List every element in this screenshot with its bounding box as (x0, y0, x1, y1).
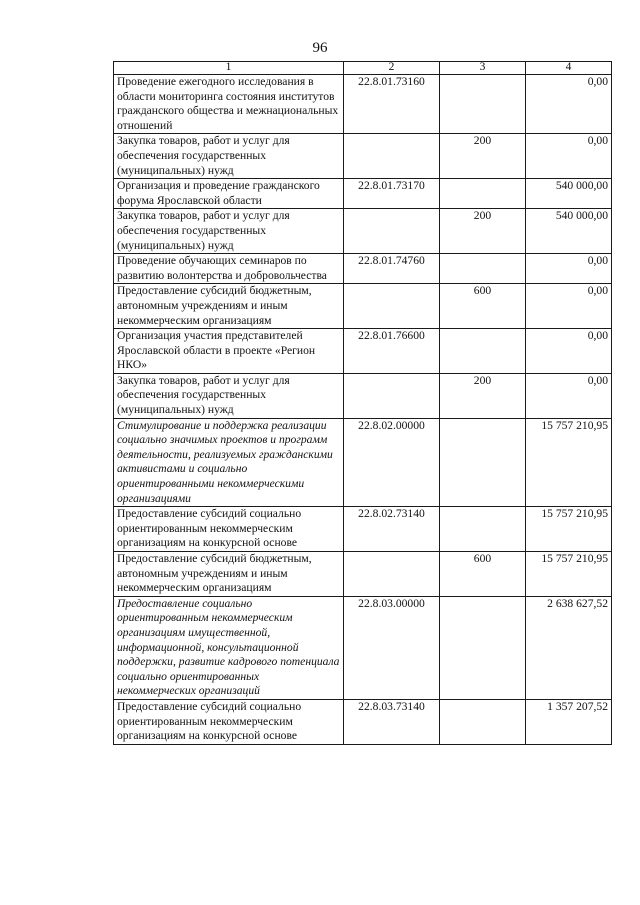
row-expense-type (440, 75, 526, 134)
table-row (114, 179, 612, 209)
table-row (114, 284, 612, 329)
table-row (114, 75, 612, 134)
row-name: Проведение обучающих семинаров по развитию волонтерства и добровольчества (114, 254, 344, 284)
row-code: 22.8.01.73170 (344, 179, 440, 209)
row-amount: 0,00 (526, 329, 612, 374)
row-amount: 0,00 (526, 373, 612, 418)
table-row (114, 329, 612, 374)
row-name: Закупка товаров, работ и услуг для обеспечения государственных (муниципальных) нужд (114, 134, 344, 179)
row-expense-type (440, 507, 526, 552)
row-name: Закупка товаров, работ и услуг для обеспечения государственных (муниципальных) нужд (114, 373, 344, 418)
row-amount: 0,00 (526, 254, 612, 284)
row-code (344, 134, 440, 179)
row-code: 22.8.02.00000 (344, 418, 440, 507)
table-row (114, 596, 612, 699)
table-body (114, 75, 612, 745)
row-amount: 15 757 210,95 (526, 552, 612, 597)
row-code: 22.8.02.73140 (344, 507, 440, 552)
table-row (114, 699, 612, 744)
row-expense-type (440, 596, 526, 699)
row-amount: 540 000,00 (526, 179, 612, 209)
column-header-1: 1 (114, 62, 344, 75)
row-expense-type: 600 (440, 552, 526, 597)
page-number: 96 (312, 40, 328, 56)
row-name: Предоставление субсидий социально ориентированным некоммерческим организациям на конкурсной основе (114, 507, 344, 552)
row-name: Организация и проведение гражданского форума Ярославской области (114, 179, 344, 209)
header-row (114, 62, 612, 75)
row-expense-type (440, 699, 526, 744)
table-row (114, 418, 612, 507)
row-expense-type (440, 329, 526, 374)
table-row (114, 254, 612, 284)
row-expense-type: 200 (440, 373, 526, 418)
row-expense-type: 600 (440, 284, 526, 329)
row-name: Предоставление субсидий бюджетным, автономным учреждениям и иным некоммерческим организациям (114, 284, 344, 329)
budget-table (113, 61, 612, 745)
row-expense-type (440, 418, 526, 507)
row-code: 22.8.03.73140 (344, 699, 440, 744)
row-name: Предоставление социально ориентированным некоммерческим организациям имущественной, информационной, консультационной поддержки, развитие кадрового потенциала социально ориентированных некоммерческих организаций (114, 596, 344, 699)
row-code: 22.8.03.00000 (344, 596, 440, 699)
row-amount: 0,00 (526, 75, 612, 134)
table-row (114, 209, 612, 254)
row-code (344, 209, 440, 254)
row-expense-type: 200 (440, 209, 526, 254)
table-header (114, 62, 612, 75)
row-code (344, 284, 440, 329)
row-name: Организация участия представителей Ярославской области в проекте «Регион НКО» (114, 329, 344, 374)
row-code: 22.8.01.76600 (344, 329, 440, 374)
table-row (114, 552, 612, 597)
row-name: Проведение ежегодного исследования в области мониторинга состояния институтов гражданского общества и межнациональных отношений (114, 75, 344, 134)
row-amount: 2 638 627,52 (526, 596, 612, 699)
row-name: Предоставление субсидий бюджетным, автономным учреждениям и иным некоммерческим организациям (114, 552, 344, 597)
row-amount: 0,00 (526, 284, 612, 329)
row-expense-type (440, 254, 526, 284)
row-name: Предоставление субсидий социально ориентированным некоммерческим организациям на конкурсной основе (114, 699, 344, 744)
row-amount: 15 757 210,95 (526, 507, 612, 552)
row-amount: 15 757 210,95 (526, 418, 612, 507)
row-code: 22.8.01.73160 (344, 75, 440, 134)
row-expense-type: 200 (440, 134, 526, 179)
column-header-4: 4 (526, 62, 612, 75)
row-name: Стимулирование и поддержка реализации социально значимых проектов и программ деятельности, реализуемых гражданскими активистами и социально ориентированными некоммерческими организациями (114, 418, 344, 507)
table-row (114, 134, 612, 179)
column-header-3: 3 (440, 62, 526, 75)
row-amount: 1 357 207,52 (526, 699, 612, 744)
table-row (114, 507, 612, 552)
column-header-2: 2 (344, 62, 440, 75)
table-row (114, 373, 612, 418)
row-expense-type (440, 179, 526, 209)
row-name: Закупка товаров, работ и услуг для обеспечения государственных (муниципальных) нужд (114, 209, 344, 254)
row-amount: 0,00 (526, 134, 612, 179)
row-code (344, 373, 440, 418)
row-code (344, 552, 440, 597)
row-amount: 540 000,00 (526, 209, 612, 254)
row-code: 22.8.01.74760 (344, 254, 440, 284)
